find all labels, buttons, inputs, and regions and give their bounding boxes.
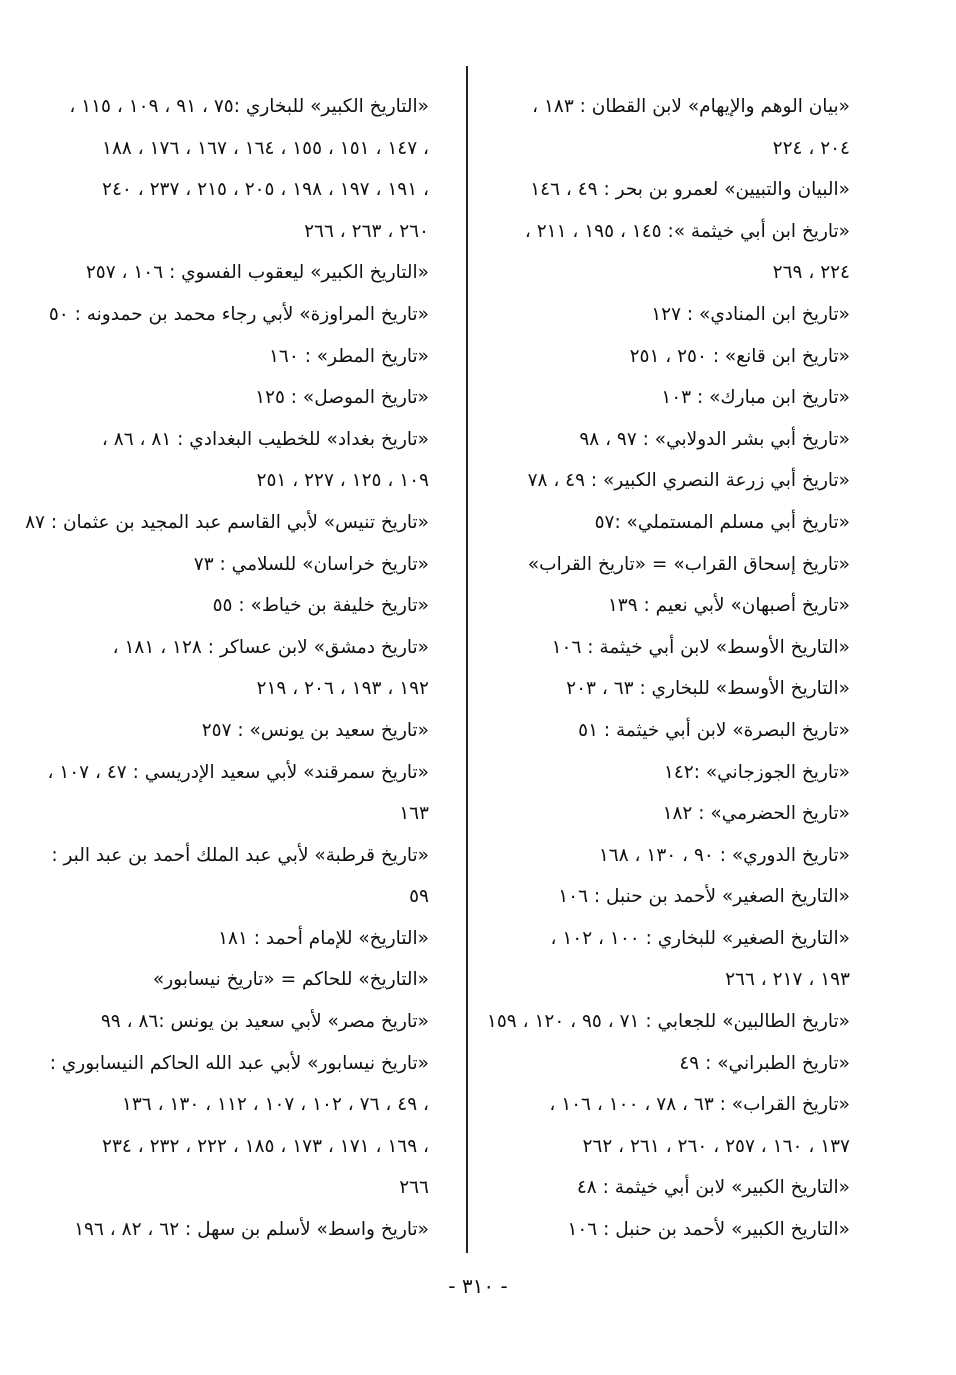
index-line: «تاريخ القراب» : ٦٣ ، ٧٨ ، ١٠٠ ، ١٠٦ ،	[549, 1094, 850, 1116]
index-line: «التاريخ» للحاكم = «تاريخ نيسابور»	[152, 969, 429, 991]
right-column	[475, 86, 850, 1251]
index-line: ١٦٩ ، ١٧١ ، ١٧٣ ، ١٨٥ ، ٢٢٢ ، ٢٣٢ ، ٢٣٤ ،	[102, 1135, 429, 1157]
index-line: «تاريخ الموصل» : ١٢٥	[255, 387, 429, 409]
index-line: «تاريخ المراوزة» لأبي رجاء محمد بن حمدونه : ٥٠	[48, 303, 429, 325]
index-line: ١٩١ ، ١٩٧ ، ١٩٨ ، ٢٠٥ ، ٢١٥ ، ٢٣٧ ، ٢٤٠ ،	[102, 179, 429, 201]
index-line: «تاريخ واسط» لأسلم بن سهل : ٦٢ ، ٨٢ ، ١٩٦	[74, 1219, 429, 1241]
index-line: «التاريخ الأوسط» للبخاري : ٦٣ ، ٢٠٣	[566, 678, 850, 700]
index-line: «تاريخ ابن أبي خيثمة »: ١٤٥ ، ١٩٥ ، ٢١١ ،	[524, 220, 850, 242]
index-line: ٢٢٤ ، ٢٦٩	[772, 262, 850, 284]
index-line: «تاريخ تنيس» لأبي القاسم عبد المجيد بن عثمان : ٨٧	[25, 511, 429, 533]
index-line: «تاريخ الجوزجاني» :١٤٢	[663, 761, 850, 783]
index-line: «تاريخ دمشق» لابن عساكر : ١٢٨ ، ١٨١ ،	[112, 636, 429, 658]
index-line: «البيان والتبيين» لعمرو بن بحر : ٤٩ ، ١٤٦	[530, 179, 850, 201]
index-line: «تاريخ الطبراني» : ٤٩	[679, 1052, 850, 1074]
index-line: ٢٦٠ ، ٢٦٣ ، ٢٦٦	[304, 220, 429, 242]
index-line: «التاريخ الأوسط» لابن أبي خيثمة : ١٠٦	[551, 636, 850, 658]
left-column	[25, 86, 429, 1251]
index-line: ١٩٢ ، ١٩٣ ، ٢٠٦ ، ٢١٩	[256, 678, 429, 700]
index-line: «تاريخ ابن قانع» : ٢٥٠ ، ٢٥١	[629, 345, 850, 367]
index-line: «تاريخ بغداد» للخطيب البغدادي : ٨١ ، ٨٦ ،	[101, 428, 429, 450]
index-line: «تاريخ المطر» : ١٦٠	[269, 345, 429, 367]
index-line: «تاريخ أبي مسلم المستملي» :٥٧	[594, 511, 850, 533]
index-line: «تاريخ ابن المنادي» : ١٢٧	[651, 303, 850, 325]
index-line: «التاريخ الكبير» لأحمد بن حنبل : ١٠٦	[567, 1219, 850, 1241]
index-line: ١٩٣ ، ٢١٧ ، ٢٦٦	[725, 969, 850, 991]
index-line: «تاريخ الحضرمي» : ١٨٢	[662, 803, 850, 825]
index-line: «التاريخ الصغير» لأحمد بن حنبل : ١٠٦	[558, 886, 850, 908]
column-divider	[466, 66, 468, 1253]
index-line: «التاريخ الكبير» ليعقوب الفسوي : ١٠٦ ، ٢٥٧	[85, 262, 429, 284]
index-line: ١٦٣	[399, 803, 429, 825]
index-line: ٢٦٦	[399, 1177, 429, 1199]
index-line: «بيان الوهم والإيهام» لابن القطان : ١٨٣ ،	[532, 96, 850, 117]
page-number: - ٣١٠ -	[448, 1274, 508, 1298]
index-line: «التاريخ الكبير» للبخاري :٧٥ ، ٩١ ، ١٠٩ ، ١١٥ ،	[69, 96, 429, 117]
index-line: «تاريخ الطالبين» للجعابي : ٧١ ، ٩٥ ، ١٢٠ ، ١٥٩	[486, 1011, 850, 1033]
index-line: «التاريخ الكبير» لابن أبي خيثمة : ٤٨	[576, 1177, 850, 1199]
index-line: «التاريخ الصغير» للبخاري : ١٠٠ ، ١٠٢ ،	[550, 927, 850, 949]
index-line: «تاريخ مصر» لأبي سعيد بن يونس :٨٦ ، ٩٩	[100, 1011, 429, 1033]
index-line: «تاريخ نيسابور» لأبي عبد الله الحاكم النيسابوري :	[49, 1052, 429, 1074]
index-line: ٢٠٤ ، ٢٢٤	[772, 137, 850, 159]
index-line: «تاريخ أبي زرعة النصري الكبير» : ٤٩ ، ٧٨	[527, 470, 850, 492]
index-line: «تاريخ سعيد بن يونس» : ٢٥٧	[201, 719, 429, 741]
index-line: «تاريخ خراسان» للسلامي : ٧٣	[193, 553, 429, 575]
index-line: «تاريخ أصبهان» لأبي نعيم : ١٣٩	[607, 595, 850, 617]
index-line: «تاريخ ابن مبارك» : ١٠٣	[661, 387, 850, 409]
index-line: «تاريخ سمرقند» لأبي سعيد الإدريسي : ٤٧ ، ١٠٧ ،	[47, 761, 429, 783]
index-line: ١٠٩ ، ١٢٥ ، ٢٢٧ ، ٢٥١	[256, 470, 429, 492]
index-line: «تاريخ البصرة» لابن أبي خيثمة : ٥١	[578, 719, 850, 741]
index-line: «تاريخ إسحاق القراب» = «تاريخ القراب»	[527, 553, 850, 575]
index-line: «تاريخ الدوري» : ٩٠ ، ١٣٠ ، ١٦٨	[598, 844, 850, 866]
index-line: ٤٩ ، ٧٦ ، ١٠٢ ، ١٠٧ ، ١١٢ ، ١٣٠ ، ١٣٦ ،	[121, 1094, 429, 1116]
index-line: ٥٩	[409, 886, 429, 908]
index-line: ١٣٧ ، ١٦٠ ، ٢٥٧ ، ٢٦٠ ، ٢٦١ ، ٢٦٢	[582, 1135, 850, 1157]
index-line: «تاريخ قرطبة» لأبي عبد الملك أحمد بن عبد البر :	[51, 844, 429, 866]
index-line: «التاريخ» للإمام أحمد : ١٨١	[218, 927, 429, 949]
index-line: ١٤٧ ، ١٥١ ، ١٥٥ ، ١٦٤ ، ١٦٧ ، ١٧٦ ، ١٨٨ ،	[102, 137, 429, 159]
index-line: «تاريخ خليفة بن خياط» : ٥٥	[212, 595, 429, 617]
index-line: «تاريخ أبي بشر الدولابي» : ٩٧ ، ٩٨	[579, 428, 850, 450]
